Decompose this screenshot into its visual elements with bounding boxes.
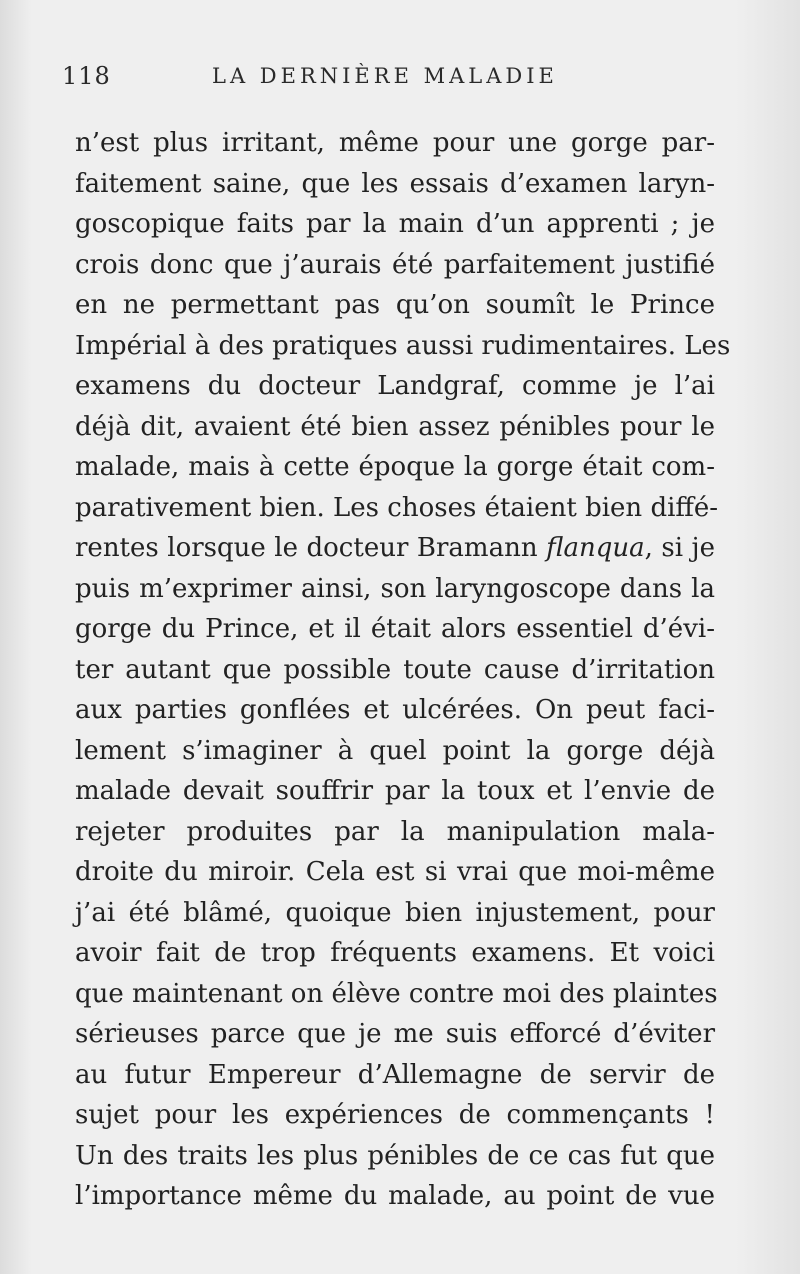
text-line: Un des traits les plus pénibles de ce cas fut que: [75, 1140, 715, 1171]
text-line: au futur Empereur d’Allemagne de servir de: [75, 1059, 715, 1090]
text-line-start: rentes lorsque le docteur Bramann: [75, 533, 538, 563]
page-number: 118: [62, 62, 111, 90]
text-line: l’importance même du malade, au point de vue: [75, 1181, 715, 1211]
text-line: parativement bien. Les choses étaient bien diffé-: [75, 492, 719, 523]
text-line: examens du docteur Landgraf, comme je l’ai: [75, 371, 715, 401]
text-line: puis m’exprimer ainsi, son laryngoscope dans la: [75, 573, 715, 604]
body-text: [75, 123, 731, 1217]
text-line: goscopique faits par la main d’un apprenti ; je: [75, 209, 715, 239]
text-line: faitement saine, que les essais d’examen laryn-: [75, 168, 715, 199]
text-line: gorge du Prince, et il était alors essentiel d’évi-: [75, 614, 715, 644]
text-line: n’est plus irritant, même pour une gorge par-: [75, 128, 715, 158]
text-line: avoir fait de trop fréquents examens. Et voici: [75, 938, 715, 968]
running-title: LA DERNIÈRE MALADIE: [212, 64, 558, 88]
text-line: aux parties gonflées et ulcérées. On peut faci-: [75, 695, 715, 725]
text-line: droite du miroir. Cela est si vrai que moi-même: [75, 857, 715, 887]
text-line-end: , si je: [644, 533, 715, 563]
text-line: déjà dit, avaient été bien assez pénibles pour le: [75, 411, 715, 442]
text-line: j’ai été blâmé, quoique bien injustement, pour: [75, 897, 715, 928]
text-line: sujet pour les expériences de commençants !: [75, 1100, 715, 1130]
text-line: que maintenant on élève contre moi des plaintes: [75, 978, 718, 1009]
text-line: Impérial à des pratiques aussi rudimentaires. Les: [75, 330, 731, 361]
text-line: malade devait souffrir par la toux et l’envie de: [75, 776, 715, 806]
text-line: lement s’imaginer à quel point la gorge déjà: [75, 735, 715, 766]
text-line: sérieuses parce que je me suis efforcé d’éviter: [75, 1019, 715, 1049]
text-line-with-italic: [75, 528, 715, 569]
text-line: rejeter produites par la manipulation mala-: [75, 816, 715, 847]
text-line: en ne permettant pas qu’on soumît le Prince: [75, 290, 715, 320]
text-line: crois donc que j’aurais été parfaitement justifié: [75, 249, 715, 280]
text-line: malade, mais à cette époque la gorge était com-: [75, 452, 715, 482]
italic-word: flanqua: [546, 533, 645, 563]
running-head: [62, 62, 722, 98]
text-line: ter autant que possible toute cause d’irritation: [75, 654, 715, 685]
